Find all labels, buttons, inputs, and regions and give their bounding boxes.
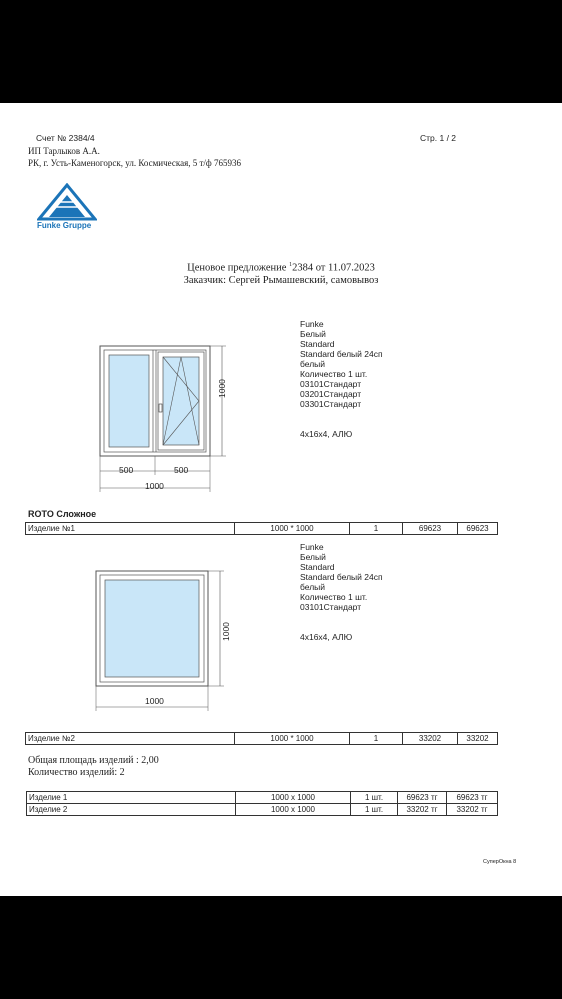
item1-glass: 4x16x4, АЛЮ: [300, 429, 353, 439]
spec-line: Standard белый 24сп: [300, 572, 383, 582]
spec-line: Количество 1 шт.: [300, 369, 368, 379]
item1-total-width: 1000: [145, 481, 164, 491]
company-name: ИП Тарлыков А.А.: [28, 146, 100, 156]
cell-name: Изделие 1: [27, 792, 236, 804]
cell-name: Изделие 2: [27, 804, 236, 816]
document-page: [0, 103, 562, 896]
cell-size: 1000 * 1000: [235, 733, 350, 745]
cell-price: 33202 тг: [398, 804, 447, 816]
item1-left-glass: [109, 355, 149, 447]
cell-size: 1000 x 1000: [236, 792, 351, 804]
cell-price: 69623: [403, 523, 458, 535]
logo-text: Funke Gruppe: [37, 221, 92, 230]
spec-line: Количество 1 шт.: [300, 592, 368, 602]
funke-logo-mark: [37, 183, 97, 223]
cell-qty: 1: [350, 523, 403, 535]
spec-line: Белый: [300, 552, 326, 562]
spec-line: Standard: [300, 562, 335, 572]
customer-line: Заказчик: Сергей Рымашевский, самовывоз: [183, 275, 379, 286]
cell-price: 33202: [403, 733, 458, 745]
page-number: Стр. 1 / 2: [420, 133, 457, 143]
item2-table: [25, 732, 498, 745]
table-row: [27, 804, 498, 816]
item1-drawing: [90, 338, 240, 498]
item1-handle: [159, 404, 162, 412]
funke-logo: [37, 183, 97, 233]
spec-line: 03101Стандарт: [300, 379, 362, 389]
item1-height-label: 1000: [217, 379, 227, 398]
offer-title: [0, 262, 562, 274]
item1-right-width: 500: [174, 465, 189, 475]
cell-name: Изделие №2: [26, 733, 235, 745]
cell-size: 1000 * 1000: [235, 523, 350, 535]
cell-qty: 1 шт.: [351, 804, 398, 816]
company-address: РК, г. Усть-Каменогорск, ул. Космическая, 5 т/ф 765936: [28, 158, 241, 168]
item2-drawing: [90, 566, 240, 716]
spec-line: Standard: [300, 339, 335, 349]
item1-table: [25, 522, 498, 535]
cell-sum: 33202 тг: [447, 804, 498, 816]
cell-sum: 33202: [458, 733, 498, 745]
offer-title-sup: 1: [289, 262, 293, 268]
item2-glass: [105, 580, 199, 677]
table-row: [26, 523, 498, 535]
spec-line: 03201Стандарт: [300, 389, 362, 399]
summary-table: [26, 791, 498, 816]
cell-qty: 1 шт.: [351, 792, 398, 804]
footer-brand: СуперОкна 8: [483, 859, 517, 865]
item1-specs: [300, 319, 383, 409]
spec-line: белый: [300, 359, 326, 369]
item1-left-width: 500: [119, 465, 134, 475]
cell-name: Изделие №1: [26, 523, 235, 535]
total-area: Общая площадь изделий : 2,00: [28, 755, 159, 766]
spec-line: Funke: [300, 319, 324, 329]
item2-total-width: 1000: [145, 696, 164, 706]
spec-line: 03101Стандарт: [300, 602, 362, 612]
item2-glass: 4x16x4, АЛЮ: [300, 632, 353, 642]
invoice-number: Счет № 2384/4: [36, 133, 95, 143]
item2-specs: [300, 542, 383, 612]
roto-heading: ROTO Сложное: [28, 509, 97, 519]
item1-right-glass: [163, 357, 199, 445]
table-row: [26, 733, 498, 745]
cell-qty: 1: [350, 733, 403, 745]
item2-height-label: 1000: [221, 622, 231, 641]
spec-line: Standard белый 24сп: [300, 349, 383, 359]
cell-sum: 69623 тг: [447, 792, 498, 804]
cell-size: 1000 x 1000: [236, 804, 351, 816]
spec-line: белый: [300, 582, 326, 592]
offer-title-prefix: Ценовое предложение: [187, 262, 290, 274]
cell-price: 69623 тг: [398, 792, 447, 804]
spec-line: 03301Стандарт: [300, 399, 362, 409]
spec-line: Funke: [300, 542, 324, 552]
cell-sum: 69623: [458, 523, 498, 535]
total-count: Количество изделий: 2: [28, 767, 125, 778]
table-row: [27, 792, 498, 804]
spec-line: Белый: [300, 329, 326, 339]
offer-title-rest: 2384 от 11.07.2023: [292, 262, 375, 274]
